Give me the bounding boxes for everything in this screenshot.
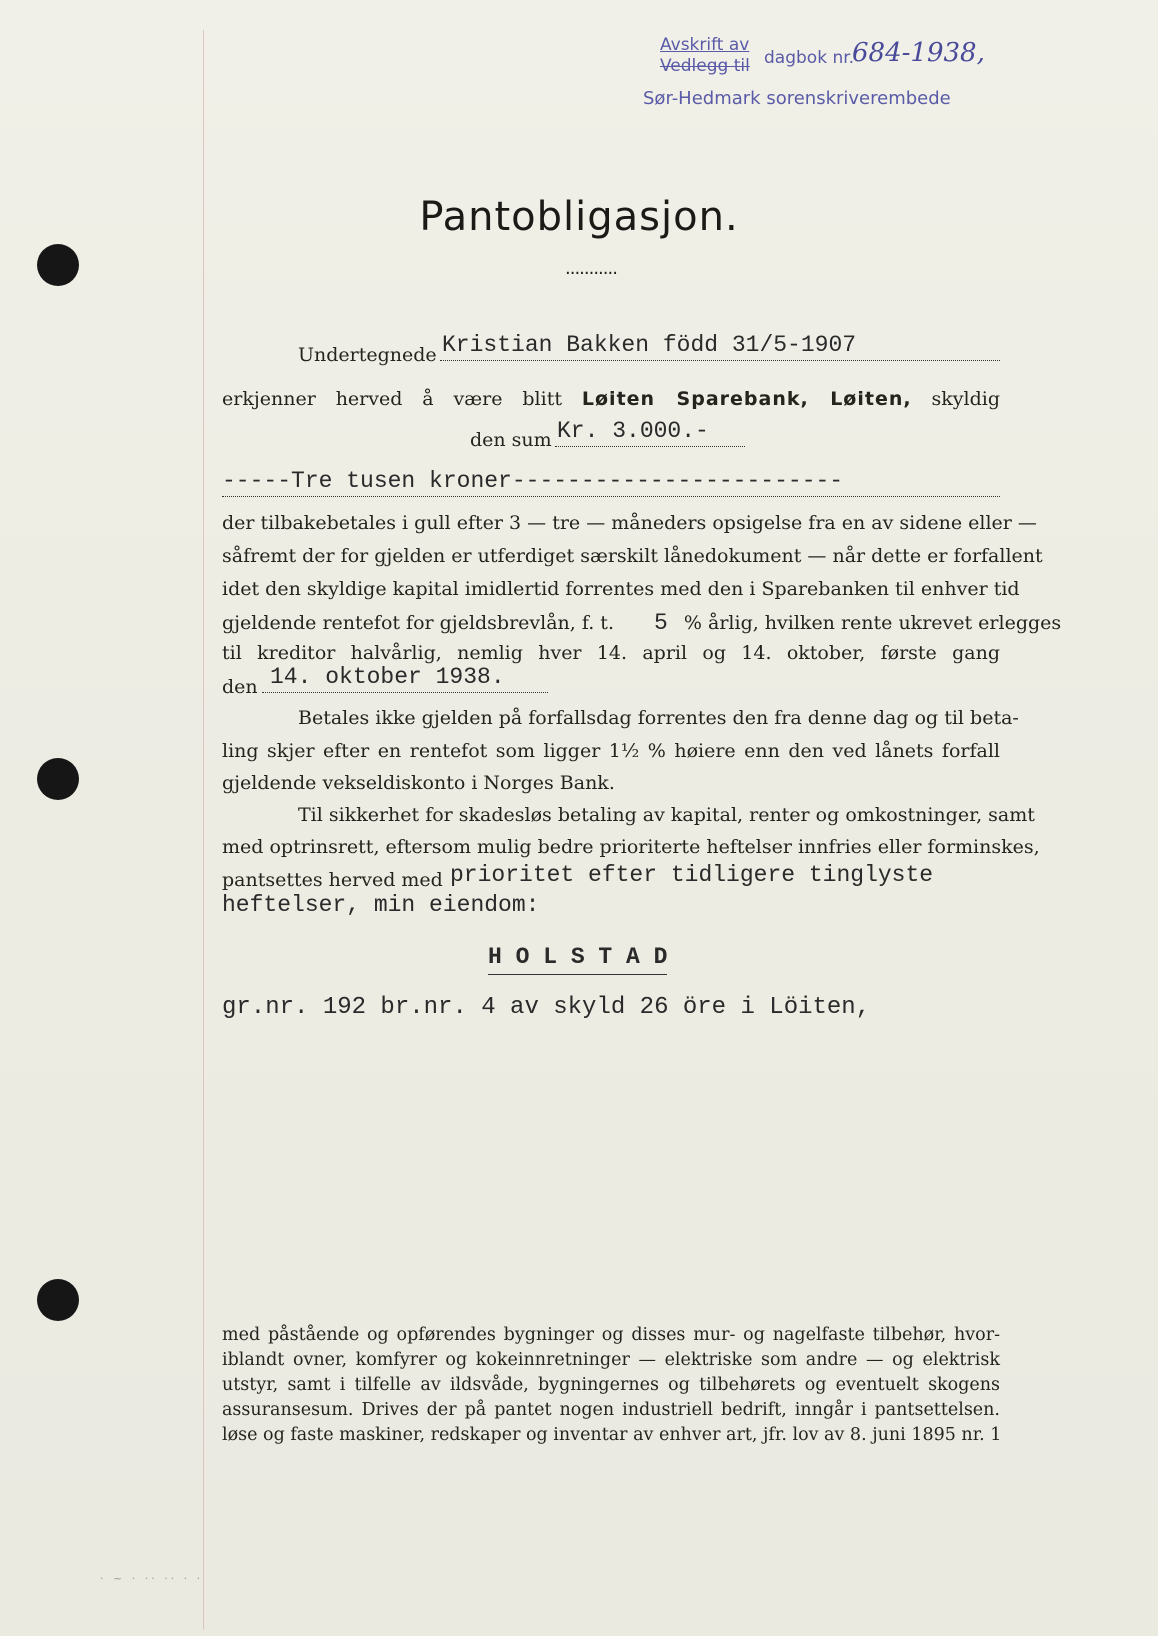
document-title: Pantobligasjon.	[419, 194, 739, 240]
paragraph3-line-1: Til sikkerhet for skadesløs betaling av kapital, renter og omkostninger, samt	[298, 804, 1035, 826]
paragraph1-line-2: såfremt der for gjelden er utferdiget særskilt lånedokument — når dette er forfallent	[222, 545, 1043, 567]
punch-hole-bottom	[37, 1279, 79, 1321]
punch-hole-top	[37, 244, 79, 286]
paragraph2-line-1: Betales ikke gjelden på forfallsdag forrentes den fra denne dag og til beta-	[298, 707, 1019, 729]
erkjenner-prefix: erkjenner herved å være blitt	[222, 388, 562, 410]
footer-line-2: iblandt ovner, komfyrer og kokeinnretninger — elektriske som andre — og elektrisk	[222, 1350, 1000, 1370]
paragraph1-line-3: idet den skyldige kapital imidlertid forrentes med den i Sparebanken til enhver tid	[222, 578, 1020, 600]
pantsettes-value-1: prioritet efter tidligere tinglyste	[450, 862, 934, 888]
first-date-label: den	[222, 676, 258, 698]
paragraph1-line-1: der tilbakebetales i gull efter 3 — tre — måneders opsigelse fra en av sidene eller —	[222, 512, 1037, 534]
paragraph2-line-2: ling skjer efter en rentefot som ligger 1½ % høiere enn den ved lånets forfall	[222, 740, 1000, 762]
stamp-office: Sør-Hedmark sorenskriverembede	[643, 88, 951, 109]
undertegnede-field	[440, 332, 1000, 361]
first-date-field	[262, 664, 548, 693]
punch-hole-middle	[37, 758, 79, 800]
rate-line	[222, 610, 1062, 636]
first-date-value: 14. oktober 1938.	[270, 664, 505, 690]
halvarlig-line: til kreditor halvårlig, nemlig hver 14. april og 14. oktober, første gang	[222, 642, 1000, 664]
footer-line-1: med påstående og opførendes bygninger og disses mur- og nagelfaste tilbehør, hvor-	[222, 1325, 1000, 1345]
sum-value: Kr. 3.000.-	[557, 418, 709, 444]
margin-scribble: · ~ · ·· ·· · ·	[100, 1572, 204, 1585]
title-dots: ...........	[565, 258, 617, 279]
property-name: H O L S T A D	[488, 944, 667, 975]
stamp-dagbok-label: dagbok nr.	[764, 48, 855, 68]
stamp-dagbok-number: 684-1938,	[852, 38, 985, 68]
footer-line-5: løse og faste maskiner, redskaper og inventar av enhver art, jfr. lov av 8. juni 1895 nr. 1	[222, 1425, 1002, 1445]
property-description: gr.nr. 192 br.nr. 4 av skyld 26 öre i Löiten,	[222, 994, 871, 1021]
margin-line	[203, 30, 204, 1630]
rate-suffix: % årlig, hvilken rente ukrevet erlegges	[683, 612, 1062, 634]
stamp-struck: Vedlegg til	[660, 56, 750, 76]
pantsettes-label: pantsettes herved med	[222, 869, 443, 891]
rate-value: 5	[654, 610, 668, 636]
sum-field	[555, 418, 745, 447]
pantsettes-value-2: heftelser, min eiendom:	[222, 892, 540, 918]
sum-words-value: -----Tre tusen kroner------------------------	[222, 468, 844, 494]
erkjenner-suffix: skyldig	[931, 388, 1000, 410]
footer-line-4: assuransesum. Drives der på pantet nogen industriell bedrift, inngår i pantsettelsen.	[222, 1400, 1000, 1420]
erkjenner-line	[222, 388, 1000, 410]
bank-name: Løiten Sparebank, Løiten,	[581, 388, 912, 410]
undertegnede-label: Undertegnede	[298, 344, 437, 366]
paragraph3-line-2: med optrinsrett, eftersom mulig bedre prioriterte heftelser innfries eller forminskes,	[222, 836, 1040, 858]
sum-words-field	[222, 468, 1000, 497]
footer-line-3: utstyr, samt i tilfelle av ildsvåde, bygningernes og tilbehørets og eventuelt skogens	[222, 1375, 1000, 1395]
paragraph2-line-3: gjeldende vekseldiskonto i Norges Bank.	[222, 772, 615, 794]
stamp-avskrift: Avskrift av	[660, 35, 750, 55]
sum-label: den sum	[470, 429, 552, 451]
rate-prefix: gjeldende rentefot for gjeldsbrevlån, f. t.	[222, 612, 614, 634]
undertegnede-value: Kristian Bakken född 31/5-1907	[442, 332, 857, 358]
